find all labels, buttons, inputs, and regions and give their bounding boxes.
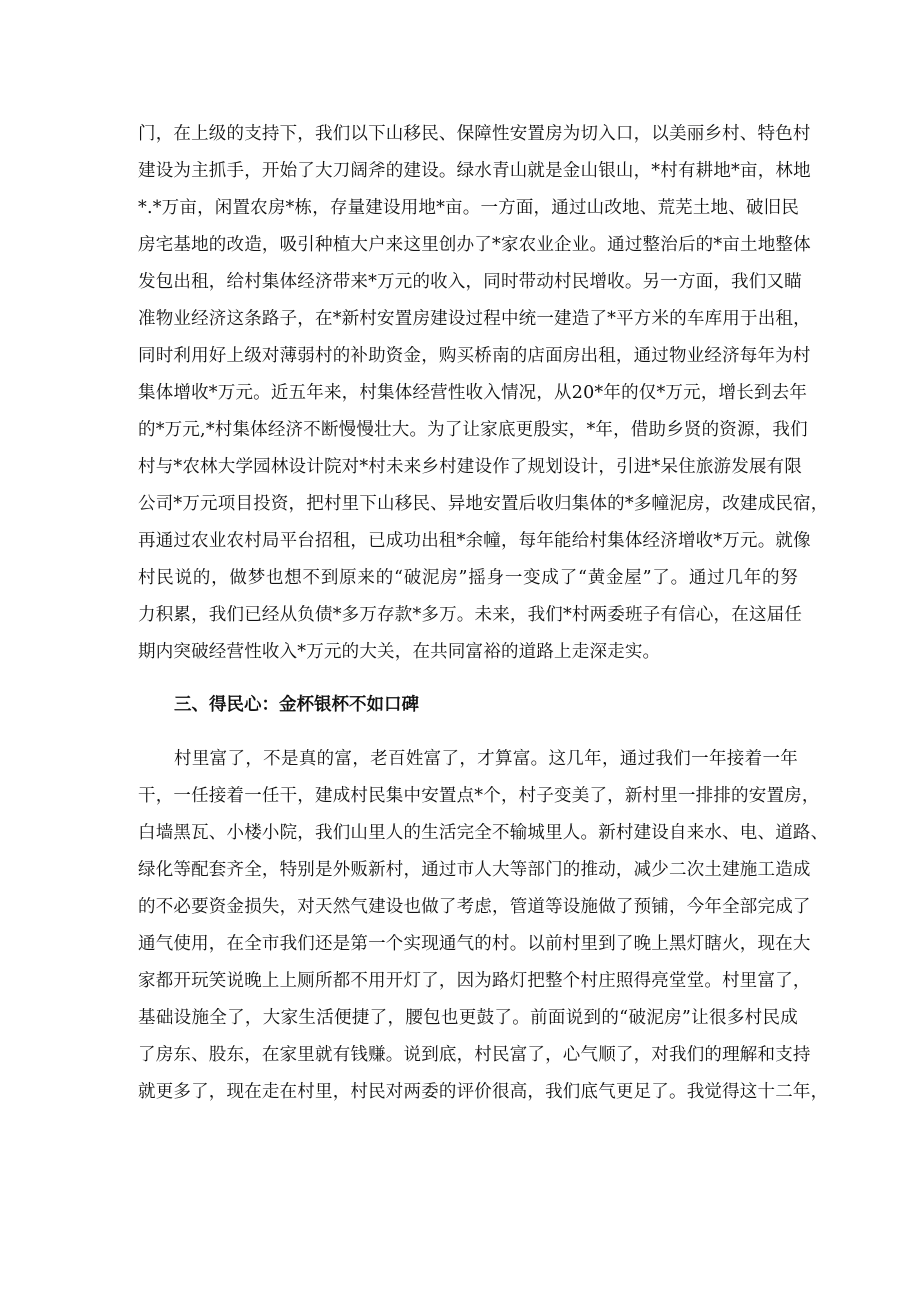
paragraph-line: 干，一任接着一任干，建成村民集中安置点*个，村子变美了，新村里一排排的安置房，: [138, 786, 820, 806]
paragraph-line: 通气使用，在全市我们还是第一个实现通气的村。以前村里到了晚上黑灯瞎火，现在大: [138, 934, 811, 954]
paragraph-line: 门，在上级的支持下，我们以下山移民、保障性安置房为切入口，以美丽乡村、特色村: [138, 124, 811, 144]
paragraph-line: 村与*农林大学园林设计院对*村未来乡村建设作了规划设计，引进*呆住旅游发展有限: [138, 457, 803, 477]
paragraph-line: 的不必要资金损失，对天然气建设也做了考虑，管道等设施做了预铺，今年全部完成了: [138, 897, 811, 917]
paragraph-line: 就更多了，现在走在村里，村民对两委的评价很高，我们底气更足了。我觉得这十二年，: [138, 1082, 829, 1102]
paragraph-line: 同时利用好上级对薄弱村的补助资金，购买桥南的店面房出租，通过物业经济每年为村: [138, 346, 811, 366]
paragraph-line: 家都开玩笑说晚上上厕所都不用开灯了，因为路灯把整个村庄照得亮堂堂。村里富了，: [138, 971, 811, 991]
paragraph-line: 准物业经济这条路子，在*新村安置房建设过程中统一建造了*平方米的车库用于出租，: [138, 309, 811, 329]
paragraph-line: 房宅基地的改造，吸引种植大户来这里创办了*家农业企业。通过整治后的*亩土地整体: [138, 235, 811, 255]
section-heading: 三、得民心：金杯银杯不如口碑: [174, 695, 419, 715]
paragraph-line: 了房东、股东，在家里就有钱赚。说到底，村民富了，心气顺了，对我们的理解和支持: [138, 1045, 811, 1065]
paragraph-line: 力积累，我们已经从负债*多万存款*多万。未来，我们*村两委班子有信心，在这届任: [138, 605, 803, 625]
paragraph-line: 再通过农业农村局平台招租，已成功出租*余幢，每年能给村集体经济增收*万元。就像: [138, 531, 811, 551]
paragraph-line: 白墙黑瓦、小楼小院，我们山里人的生活完全不输城里人。新村建设自来水、电、道路、: [138, 823, 829, 843]
paragraph-line: 期内突破经营性收入*万元的大关，在共同富裕的道路上走深走实。: [138, 642, 661, 662]
paragraph-line: 的*万元,*村集体经济不断慢慢壮大。为了让家底更殷实，*年，借助乡贤的资源，我们: [138, 420, 808, 440]
paragraph-line: 公司*万元项目投资，把村里下山移民、异地安置后收归集体的*多幢泥房，改建成民宿，: [138, 494, 829, 514]
paragraph-line: 基础设施全了，大家生活便捷了，腰包也更鼓了。前面说到的“破泥房”让很多村民成: [138, 1008, 798, 1028]
paragraph-line: 建设为主抓手，开始了大刀阔斧的建设。绿水青山就是金山银山，*村有耕地*亩，林地: [138, 161, 811, 181]
paragraph-line: 村民说的，做梦也想不到原来的“破泥房”摇身一变成了“黄金屋”了。通过几年的努: [138, 568, 798, 588]
paragraph-line: 发包出租，给村集体经济带来*万元的收入，同时带动村民增收。另一方面，我们又瞄: [138, 272, 802, 292]
paragraph-line: 集体增收*万元。近五年来，村集体经营性收入情况，从20*年的仅*万元，增长到去年: [138, 383, 808, 403]
paragraph-line: *.*万亩，闲置农房*栋，存量建设用地*亩。一方面，通过山改地、荒芜土地、破旧民: [138, 198, 800, 218]
paragraph-line: 村里富了，不是真的富，老百姓富了，才算富。这几年，通过我们一年接着一年: [174, 749, 798, 769]
paragraph-line: 绿化等配套齐全，特别是外贩新村，通过市人大等部门的推动，减少二次土建施工造成: [138, 860, 811, 880]
